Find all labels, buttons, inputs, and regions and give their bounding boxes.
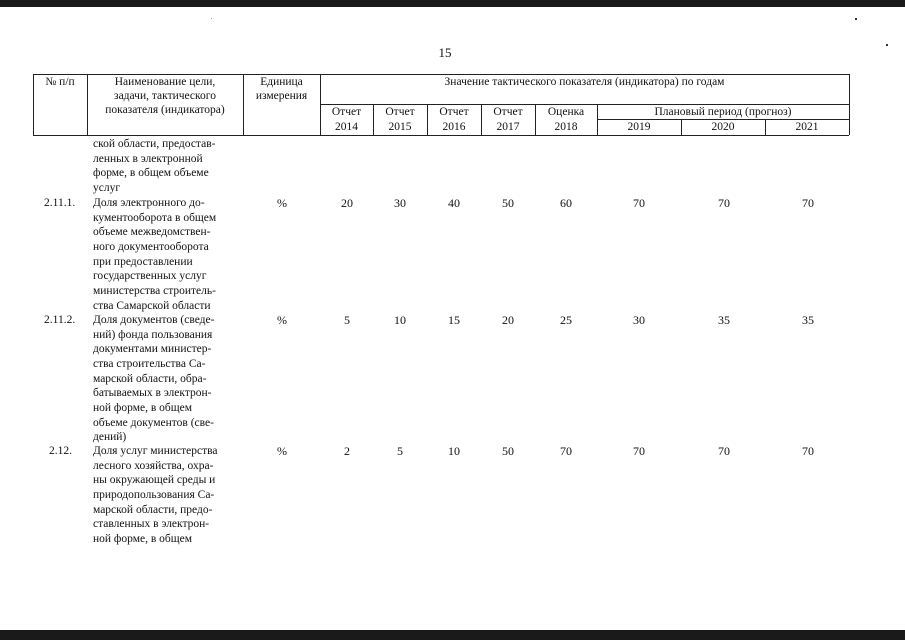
scan-speck (886, 44, 888, 46)
value-2016: 10 (448, 444, 460, 458)
description-line: ской области, предостав- (93, 138, 216, 150)
header-col-unit-line: измерения (255, 90, 308, 102)
description-line: ленных в электронной (93, 152, 203, 165)
year-value: 2019 (627, 121, 651, 133)
description-line: документами министер- (93, 343, 212, 356)
value-2018: 70 (560, 444, 572, 458)
description-line: ставленных в электрон- (93, 518, 210, 531)
year-label: Отчет (493, 106, 523, 118)
value-2015: 5 (397, 444, 403, 458)
value-2018: 60 (560, 196, 572, 210)
value-2014: 5 (344, 313, 350, 327)
year-value: 2021 (795, 121, 819, 133)
value-2017: 50 (502, 196, 514, 210)
scan-speck (211, 18, 212, 19)
description-line: лесного хозяйства, охра- (93, 459, 214, 472)
description-line: объеме межведомствен- (93, 226, 211, 239)
description-line: ны окружающей среды и (93, 474, 216, 487)
description-line: батываемых в электрон- (93, 387, 212, 400)
year-value: 2017 (496, 121, 520, 133)
year-value: 2016 (442, 121, 466, 133)
description-line: марской области, обра- (93, 372, 207, 385)
year-label: Отчет (439, 106, 469, 118)
description-line: ной форме, в общем (93, 532, 192, 545)
value-2018: 25 (560, 313, 572, 327)
row-description (93, 444, 238, 547)
row-number: 2.11.1. (44, 197, 76, 209)
row-unit: % (277, 313, 287, 327)
description-line: ства Самарской области (93, 299, 211, 312)
continuation-description (93, 137, 238, 196)
scan-top-border (0, 0, 905, 7)
header-col-name-line: Наименование цели, (114, 76, 216, 88)
description-line: ний) фонда пользования (93, 328, 213, 341)
value-2021: 35 (802, 313, 814, 327)
year-value: 2015 (388, 121, 412, 133)
description-line: ной форме, в общем (93, 401, 192, 414)
description-line: услуг (93, 181, 121, 194)
value-2021: 70 (802, 196, 814, 210)
value-2019: 70 (633, 196, 645, 210)
description-line: форме, в общем объеме (93, 167, 209, 180)
description-line: при предоставлении (93, 255, 193, 268)
value-2019: 30 (633, 313, 645, 327)
description-line: объеме документов (све- (93, 416, 214, 429)
row-unit: % (277, 444, 287, 458)
value-2020: 70 (718, 444, 730, 458)
value-2015: 10 (394, 313, 406, 327)
description-line: ства строительства Са- (93, 357, 206, 370)
description-line: Доля документов (сведе- (93, 314, 215, 326)
year-value: 2018 (554, 121, 578, 133)
header-col-number: № п/п (45, 76, 75, 88)
year-value: 2014 (335, 121, 358, 133)
value-2017: 20 (502, 313, 514, 327)
description-line: кументооборота в общем (93, 211, 217, 224)
value-2014: 20 (341, 196, 353, 210)
value-2017: 50 (502, 444, 514, 458)
value-2014: 2 (344, 444, 350, 458)
header-col-name-line: задачи, тактического (114, 90, 216, 102)
value-2021: 70 (802, 444, 814, 458)
value-2020: 70 (718, 196, 730, 210)
header-planned-period: Плановый период (прогноз) (654, 106, 792, 118)
value-2016: 40 (448, 196, 460, 210)
description-line: Доля электронного до- (93, 197, 205, 209)
value-2015: 30 (394, 196, 406, 210)
year-label: Оценка (547, 106, 585, 118)
header-col-values: Значение тактического показателя (индикатора) по годам (444, 76, 725, 88)
value-2016: 15 (448, 313, 460, 327)
row-number: 2.11.2. (44, 314, 76, 326)
year-label: Отчет (385, 106, 415, 118)
row-description (93, 313, 238, 445)
description-line: природопользования Са- (93, 488, 215, 501)
scan-speck (855, 18, 857, 20)
value-2020: 35 (718, 313, 730, 327)
page-number: 15 (438, 45, 452, 60)
header-col-unit-line: Единица (260, 76, 303, 88)
year-value: 2020 (711, 121, 735, 133)
year-label: Отчет (331, 106, 362, 118)
description-line: государственных услуг (93, 270, 207, 283)
row-description (93, 196, 238, 313)
header-col-name-line: показателя (индикатора) (105, 104, 225, 116)
description-line: марской области, предо- (93, 503, 213, 516)
description-line: министерства строитель- (93, 284, 216, 297)
scan-bottom-border (0, 630, 905, 640)
row-unit: % (277, 196, 287, 210)
description-line: Доля услуг министерства (93, 445, 218, 457)
value-2019: 70 (633, 444, 645, 458)
row-number: 2.12. (49, 445, 72, 457)
description-line: ного документооборота (93, 240, 209, 253)
description-line: дений) (93, 431, 127, 444)
